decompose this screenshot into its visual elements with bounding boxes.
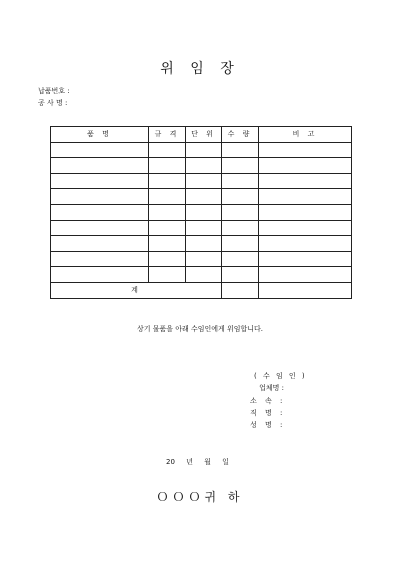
total-quantity-cell — [222, 282, 259, 298]
table-cell — [149, 173, 186, 189]
table-cell — [51, 204, 149, 220]
table-cell — [51, 220, 149, 236]
table-cell — [149, 251, 186, 267]
document-title: 위 임 장 — [160, 61, 240, 77]
header-quantity: 수 량 — [222, 127, 259, 143]
table-cell — [222, 204, 259, 220]
table-cell — [186, 236, 222, 252]
project-name-label: 공 사 명 : — [38, 99, 68, 107]
table-cell — [222, 251, 259, 267]
table-total-row — [51, 282, 352, 298]
table-cell — [186, 142, 222, 158]
table-cell — [259, 204, 352, 220]
table-cell — [51, 189, 149, 205]
table-cell — [149, 267, 186, 283]
table-row — [51, 158, 352, 174]
table-cell — [222, 142, 259, 158]
position-label: 직 명 : — [250, 409, 286, 417]
table-cell — [149, 204, 186, 220]
name-label: 성 명 : — [250, 421, 286, 429]
table-cell — [186, 220, 222, 236]
total-remarks-cell — [259, 282, 352, 298]
table-cell — [51, 173, 149, 189]
table-cell — [259, 142, 352, 158]
header-remarks: 비 고 — [259, 127, 352, 143]
total-label: 계 — [51, 282, 222, 298]
table-cell — [222, 158, 259, 174]
table-row — [51, 204, 352, 220]
table-cell — [186, 251, 222, 267]
delivery-number-label: 납품번호 : — [38, 87, 70, 95]
header-item-name: 품 명 — [51, 127, 149, 143]
table-cell — [222, 189, 259, 205]
table-cell — [186, 158, 222, 174]
table-cell — [222, 267, 259, 283]
table-cell — [51, 236, 149, 252]
table-cell — [149, 220, 186, 236]
table-row — [51, 189, 352, 205]
table-cell — [51, 251, 149, 267]
table-cell — [186, 173, 222, 189]
table-cell — [222, 173, 259, 189]
table-cell — [186, 189, 222, 205]
table-cell — [259, 251, 352, 267]
table-cell — [186, 204, 222, 220]
table-cell — [259, 267, 352, 283]
table-cell — [149, 236, 186, 252]
table-cell — [259, 236, 352, 252]
table-cell — [51, 142, 149, 158]
table-cell — [222, 236, 259, 252]
table-row — [51, 251, 352, 267]
table-cell — [186, 267, 222, 283]
table-cell — [149, 189, 186, 205]
table-cell — [259, 173, 352, 189]
table-row — [51, 220, 352, 236]
department-label: 소 속 : — [250, 397, 286, 405]
table-cell — [149, 158, 186, 174]
table-cell — [259, 158, 352, 174]
receiver-heading: ( 수 임 인 ) — [254, 372, 307, 380]
items-table — [50, 126, 352, 299]
table-row — [51, 236, 352, 252]
table-row — [51, 267, 352, 283]
table-cell — [149, 142, 186, 158]
delegation-statement: 상기 물품을 아래 수임인에게 위임합니다. — [136, 325, 264, 333]
date-line: 20 년 월 일 — [166, 458, 229, 466]
table-cell — [51, 267, 149, 283]
table-cell — [259, 189, 352, 205]
table-cell — [259, 220, 352, 236]
table-row — [51, 142, 352, 158]
header-unit: 단 위 — [186, 127, 222, 143]
table-row — [51, 173, 352, 189]
table-header-row — [51, 127, 352, 143]
company-label: 업체명 : — [259, 384, 284, 392]
table-cell — [222, 220, 259, 236]
header-spec: 규 격 — [149, 127, 186, 143]
addressee: ＯＯＯ귀 하 — [156, 490, 244, 504]
table-cell — [51, 158, 149, 174]
